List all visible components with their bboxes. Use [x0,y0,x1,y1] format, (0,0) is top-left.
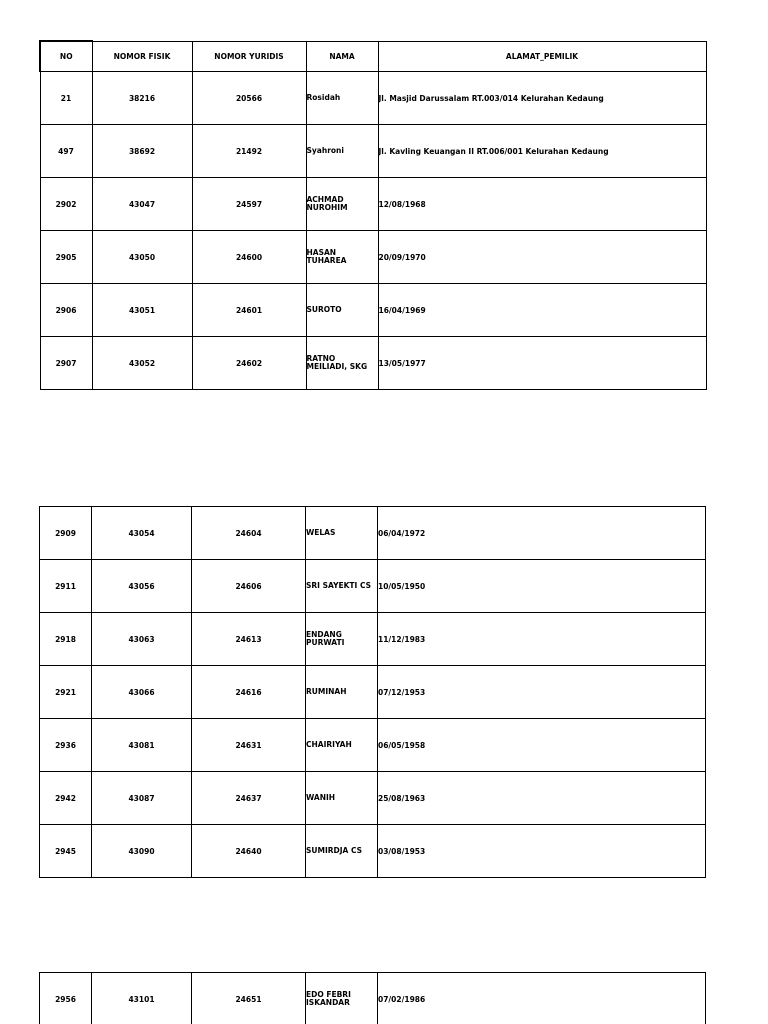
cell-nomor-yuridis: 24604 [192,507,306,560]
cell-no: 2921 [40,666,92,719]
cell-nomor-fisik: 43101 [92,973,192,1024]
table-row [40,825,706,878]
cell-nomor-yuridis: 24606 [192,560,306,613]
data-table-3 [39,972,706,1024]
table-row [40,719,706,772]
cell-no: 2911 [40,560,92,613]
header-nomor-yuridis: NOMOR YURIDIS [192,41,306,72]
cell-nomor-yuridis: 24631 [192,719,306,772]
header-nama: NAMA [306,41,378,72]
cell-nomor-fisik: 43052 [92,337,192,390]
cell-no: 2942 [40,772,92,825]
cell-nomor-yuridis: 24602 [192,337,306,390]
cell-nomor-yuridis: 24600 [192,231,306,284]
cell-no: 2936 [40,719,92,772]
cell-nomor-fisik: 43051 [92,284,192,337]
cell-nama: RUMINAH [306,666,378,719]
cell-alamat-pemilik: 07/12/1953 [378,666,706,719]
cell-nama: EDO FEBRI ISKANDAR [306,973,378,1024]
cell-no: 2918 [40,613,92,666]
cell-alamat-pemilik: 07/02/1986 [378,973,706,1024]
cell-no: 497 [40,125,92,178]
table-row [40,973,706,1024]
cell-nomor-fisik: 43066 [92,666,192,719]
table-row [40,613,706,666]
data-table-1 [39,40,707,390]
table-row [40,72,706,125]
cell-nomor-fisik: 43090 [92,825,192,878]
cell-nama: HASAN TUHAREA [306,231,378,284]
cell-nama: RATNO MEILIADI, SKG [306,337,378,390]
table-row [40,231,706,284]
cell-nama: CHAIRIYAH [306,719,378,772]
table-row [40,178,706,231]
cell-nomor-fisik: 43081 [92,719,192,772]
cell-nomor-fisik: 43050 [92,231,192,284]
cell-nomor-fisik: 43056 [92,560,192,613]
cell-no: 2906 [40,284,92,337]
cell-nomor-fisik: 38216 [92,72,192,125]
cell-no: 2902 [40,178,92,231]
table-row [40,337,706,390]
cell-nomor-yuridis: 24637 [192,772,306,825]
cell-nomor-yuridis: 24601 [192,284,306,337]
table-row [40,772,706,825]
cell-nomor-yuridis: 20566 [192,72,306,125]
header-no: NO [40,41,92,72]
cell-nomor-yuridis: 24651 [192,973,306,1024]
cell-nomor-yuridis: 24613 [192,613,306,666]
cell-alamat-pemilik: 03/08/1953 [378,825,706,878]
cell-no: 2945 [40,825,92,878]
table-row [40,125,706,178]
cell-alamat-pemilik: 20/09/1970 [378,231,706,284]
cell-nama: SUMIRDJA CS [306,825,378,878]
cell-no: 21 [40,72,92,125]
cell-nomor-fisik: 43063 [92,613,192,666]
cell-nama: WELAS [306,507,378,560]
cell-alamat-pemilik: Jl. Masjid Darussalam RT.003/014 Kelurahan Kedaung [378,72,706,125]
cell-alamat-pemilik: 06/05/1958 [378,719,706,772]
cell-alamat-pemilik: 12/08/1968 [378,178,706,231]
cell-nomor-yuridis: 21492 [192,125,306,178]
header-row [40,41,706,72]
cell-alamat-pemilik: 11/12/1983 [378,613,706,666]
cell-nomor-fisik: 43047 [92,178,192,231]
cell-alamat-pemilik: 10/05/1950 [378,560,706,613]
cell-nama: WANIH [306,772,378,825]
cell-nomor-fisik: 38692 [92,125,192,178]
cell-nomor-yuridis: 24597 [192,178,306,231]
cell-no: 2905 [40,231,92,284]
cell-nama: ENDANG PURWATI [306,613,378,666]
cell-alamat-pemilik: 16/04/1969 [378,284,706,337]
table-row [40,284,706,337]
cell-no: 2956 [40,973,92,1024]
cell-nama: Syahroni [306,125,378,178]
header-alamat-pemilik: ALAMAT_PEMILIK [378,41,706,72]
cell-no: 2907 [40,337,92,390]
data-table-2 [39,506,706,878]
cell-no: 2909 [40,507,92,560]
cell-nama: ACHMAD NUROHIM [306,178,378,231]
cell-alamat-pemilik: Jl. Kavling Keuangan II RT.006/001 Kelurahan Kedaung [378,125,706,178]
table-row [40,560,706,613]
table-row [40,507,706,560]
cell-alamat-pemilik: 25/08/1963 [378,772,706,825]
cell-nama: SRI SAYEKTI CS [306,560,378,613]
header-nomor-fisik: NOMOR FISIK [92,41,192,72]
cell-nomor-yuridis: 24616 [192,666,306,719]
cell-nomor-fisik: 43087 [92,772,192,825]
cell-nama: Rosidah [306,72,378,125]
cell-nomor-yuridis: 24640 [192,825,306,878]
cell-nama: SUROTO [306,284,378,337]
cell-alamat-pemilik: 13/05/1977 [378,337,706,390]
cell-nomor-fisik: 43054 [92,507,192,560]
cell-alamat-pemilik: 06/04/1972 [378,507,706,560]
table-row [40,666,706,719]
